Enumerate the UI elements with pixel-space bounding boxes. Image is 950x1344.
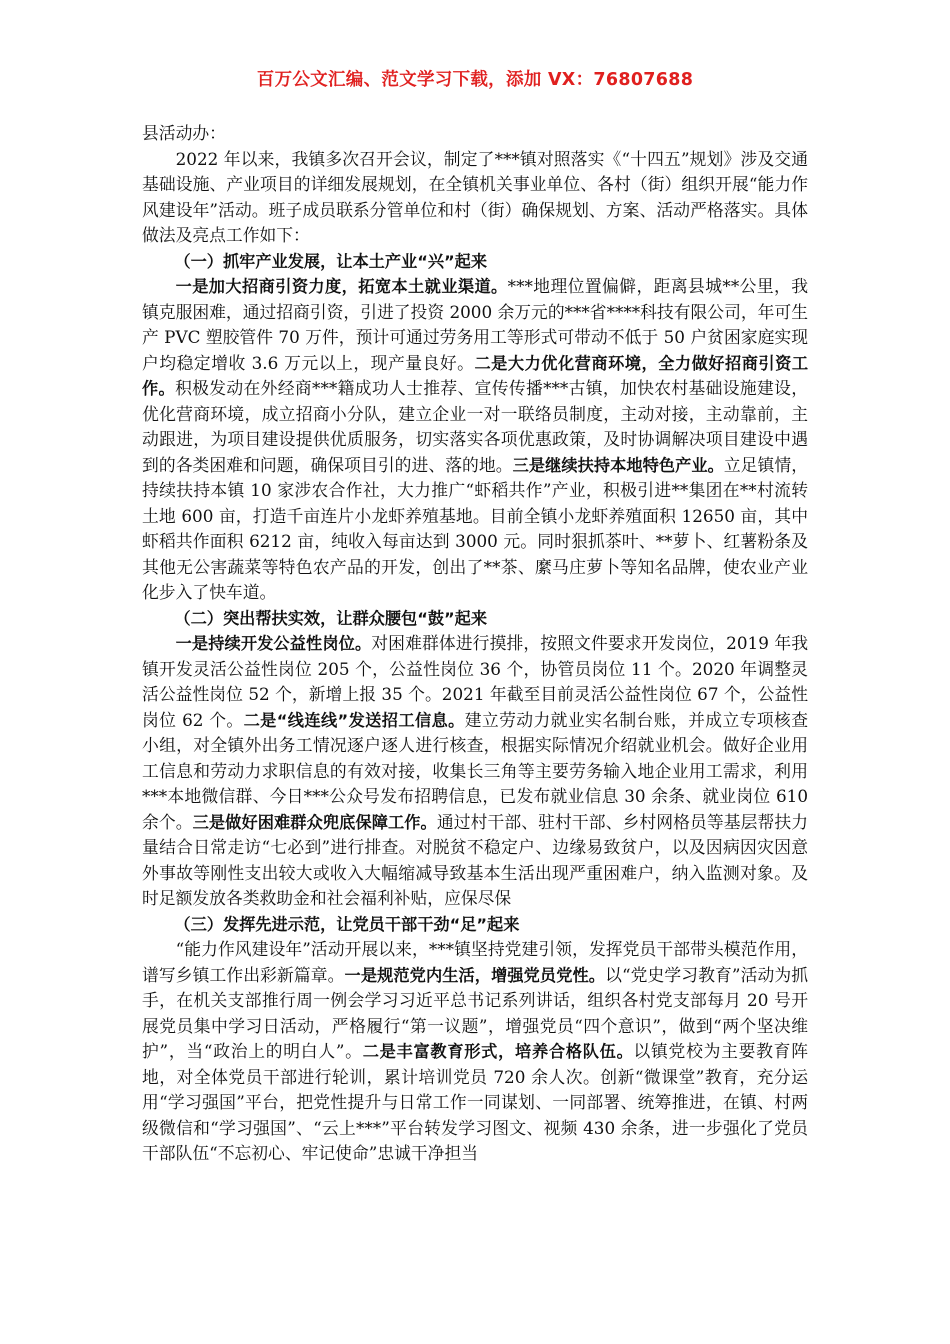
section-2-point-3-text: 通过村干部、驻村干部、乡村网格员等基层帮扶力量结合日常走访“七必到”进行排查。对脱贫不稳定户、边缘易致贫户，以及因病因灾因意外事故等刚性支出较大或收入大幅缩减导致基本生活出现严重困难户，纳入监测对象。及时足额发放各类救助金和社会福利补贴，应保尽保 [142,811,808,908]
section-3-heading: （三）发挥先进示范，让党员干部干劲“足”起来 [174,914,520,934]
section-1-heading: （一）抓牢产业发展，让本土产业“兴”起来 [174,251,488,271]
section-2-point-3-title: 三是做好困难群众兜底保障工作。 [192,812,437,832]
document-body [142,121,808,1167]
section-1-point-2-text: 积极发动在外经商***籍成功人士推荐、宣传传播***古镇，加快农村基础设施建设，优化营商环境，成立招商小分队，建立企业一对一联络员制度，主动对接，主动靠前，主动跟进，为项目建设提供优质服务，切实落实各项优惠政策，及时协调解决项目建设中遇到的各类困难和问题，确保项目引的进、落的地。 [142,378,808,475]
section-2-point-2-title: 二是“线连线”发送招工信息。 [243,710,465,730]
section-1-point-3-title: 三是继续扶持本地特色产业。 [512,455,724,475]
section-1-point-3-text: 立足镇情，持续扶持本镇 10 家涉农合作社，大力推广“虾稻共作”产业，积极引进**集团在**村流转土地 600 亩，打造千亩连片小龙虾养殖基地。目前全镇小龙虾养殖面积 12650 亩，其中虾稻共作面积 6212 亩，纯收入每亩达到 3000 元。同时狠抓茶叶、**萝卜、红薯粉条及其他无公害蔬菜等特色农产品的开发，创出了**茶、縻马庄萝卜等知名品牌，使农业产业化步入了快车道。 [142,454,808,602]
section-3-paragraph [142,937,808,1167]
section-2-heading: （二）突出帮扶实效，让群众腰包“鼓”起来 [174,608,488,628]
section-3-point-2-text: 以镇党校为主要教育阵地，对全体党员干部进行轮训，累计培训党员 720 余人次。创新“微课堂”教育，充分运用“学习强国”平台，把党性提升与日常工作一同谋划、一同部署、统筹推进，在镇、村两级微信和“学习强国”、“云上***”平台转发学习图文、视频 430 余条，进一步强化了党员干部队伍“不忘初心、牢记使命”忠诚干净担当 [142,1041,808,1163]
section-1-point-2-title: 二是大力优化营商环境，全力做好招商引资工作。 [142,353,809,398]
section-2-point-1-title: 一是持续开发公益性岗位。 [175,634,372,653]
section-1-point-1-text: ***地理位置偏僻，距离县城**公里，我镇克服困难，通过招商引资，引进了投资 2000 余万元的***省****科技有限公司，年可生产 PVC 塑胶管件 70 万件，预计可通过劳务用工等形式可带动不低于 50 户贫困家庭实现户均稳定增收 3.6 万元以上，现产量良好。 [142,276,808,373]
intro-paragraph: 2022 年以来，我镇多次召开会议，制定了***镇对照落实《“十四五”规划》涉及交通基础设施、产业项目的详细发展规划，在全镇机关事业单位、各村（街）组织开展“能力作风建设年”活动。班子成员联系分管单位和村（街）确保规划、方案、活动严格落实。具体做法及亮点工作如下： [142,148,808,245]
section-2-point-1-text: 对困难群体进行摸排，按照文件要求开发岗位，2019 年我镇开发灵活公益性岗位 205 个，公益性岗位 36 个，协管员岗位 11 个。2020 年调整灵活公益性岗位 52 个，新增上报 35 个。2021 年截至目前灵活公益性岗位 67 个，公益性岗位 62 个。 [142,633,808,730]
watermark-header: 百万公文汇编、范文学习下载，添加 VX：76807688 [256,70,694,90]
section-2-point-2-text: 建立劳动力就业实名制台账，并成立专项核查小组，对全镇外出务工情况逐户逐人进行核查，根据实际情况介绍就业机会。做好企业用工信息和劳动力求职信息的有效对接，收集长三角等主要劳务输入地企业用工需求，利用***本地微信群、今日***公众号发布招聘信息，已发布就业信息 30 余条、就业岗位 610 余个。 [142,709,808,832]
section-1-point-1-title: 一是加大招商引资力度，拓宽本土就业渠道。 [175,277,508,296]
section-2-paragraph [142,631,808,912]
section-3-point-2-title: 二是丰富教育形式，培养合格队伍。 [362,1042,634,1061]
section-1-paragraph [142,274,808,606]
salutation: 县活动办： [142,123,226,143]
section-3-point-1-text: 以“党史学习教育”活动为抓手，在机关支部推行周一例会学习习近平总书记系列讲话，组织各村党支部每月 20 号开展党员集中学习日活动，严格履行“第一议题”，增强党员“四个意识”，做到“两个坚决维护”，当“政治上的明白人”。 [142,964,808,1061]
section-3-point-1-title: 一是规范党内生活，增强党员党性。 [344,965,606,985]
section-3-intro-text: “能力作风建设年”活动开展以来，***镇坚持党建引领，发挥党员干部带头模范作用，谱写乡镇工作出彩新篇章。 [142,939,808,985]
